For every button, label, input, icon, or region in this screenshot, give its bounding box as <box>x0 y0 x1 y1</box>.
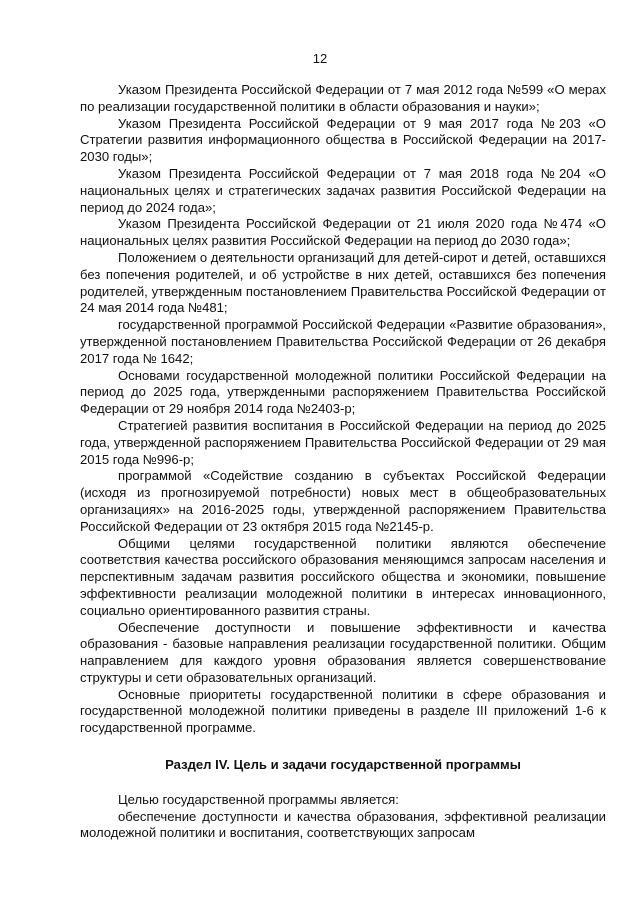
paragraph-program-goal: Целью государственной программы является: <box>118 791 399 807</box>
paragraph-accessibility: Обеспечение доступности и повышение эффективности и качества образования - базовые направления реализации государственной политики. Общим направлением для каждого уровня образования является совершенствование структуры и сети образовательных организаций. <box>80 619 606 685</box>
section-heading: Раздел IV. Цель и задачи государственной программы <box>165 757 521 773</box>
paragraph-decree-599: Указом Президента Российской Федерации от 7 мая 2012 года №599 «О мерах по реализации государственной политики в области образования и науки»; <box>80 82 606 114</box>
paragraph-upbringing-strategy-996: Стратегией развития воспитания в Российской Федерации на период до 2025 года, утвержденной распоряжением Правительства Российской Федерации от 29 мая 2015 года №996-р; <box>80 417 606 467</box>
paragraph-priorities: Основные приоритеты государственной политики в сфере образования и государственной молодежной политики приведены в разделе III приложений 1-6 к государственной программе. <box>80 686 606 736</box>
paragraph-decree-203: Указом Президента Российской Федерации от 9 мая 2017 года №203 «О Стратегии развития информационного общества в Российской Федерации на 2017-2030 годы»; <box>80 115 606 165</box>
paragraph-program-1642: государственной программой Российской Федерации «Развитие образования», утвержденной постановлением Правительства Российской Федерации от 26 декабря 2017 года № 1642; <box>80 317 606 366</box>
paragraph-decree-204: Указом Президента Российской Федерации от 7 мая 2018 года №204 «О национальных целях и стратегических задачах развития Российской Федерации на период до 2024 года»; <box>80 165 606 215</box>
paragraph-regulation-481: Положением о деятельности организаций для детей-сирот и детей, оставшихся без попечения родителей, и об устройстве в них детей, оставшихся без попечения родителей, утвержденным постановлением Правительства Российской Федерации от 24 мая 2014 года №481; <box>80 249 606 316</box>
page-number: 12 <box>312 51 328 66</box>
paragraph-program-2145: программой «Содействие созданию в субъектах Российской Федерации (исходя из прогнозируемой потребности) новых мест в общеобразовательных организациях» на 2016-2025 годы, утвержденной распоряжением Правительства Российской Федерации от 23 октября 2015 года №2145-р. <box>80 468 606 534</box>
paragraph-decree-474: Указом Президента Российской Федерации от 21 июля 2020 года №474 «О национальных целях развития Российской Федерации на период до 2030 года»; <box>80 216 606 249</box>
paragraph-general-goals: Общими целями государственной политики являются обеспечение соответствия качества российского образования меняющимся запросам населения и перспективным задачам развития российского общества и экономики, повышение эффективности реализации молодежной политики в интересах инновационного, социально ориентированного развития страны. <box>80 535 606 618</box>
document-body <box>80 82 606 842</box>
paragraph-youth-policy-2403: Основами государственной молодежной политики Российской Федерации на период до 2025 года, утвержденными распоряжением Правительства Российской Федерации от 29 ноября 2014 года №2403-р; <box>80 367 606 417</box>
paragraph-goal-description: обеспечение доступности и качества образования, эффективной реализации молодежной политики и воспитания, соответствующих запросам <box>80 808 606 841</box>
